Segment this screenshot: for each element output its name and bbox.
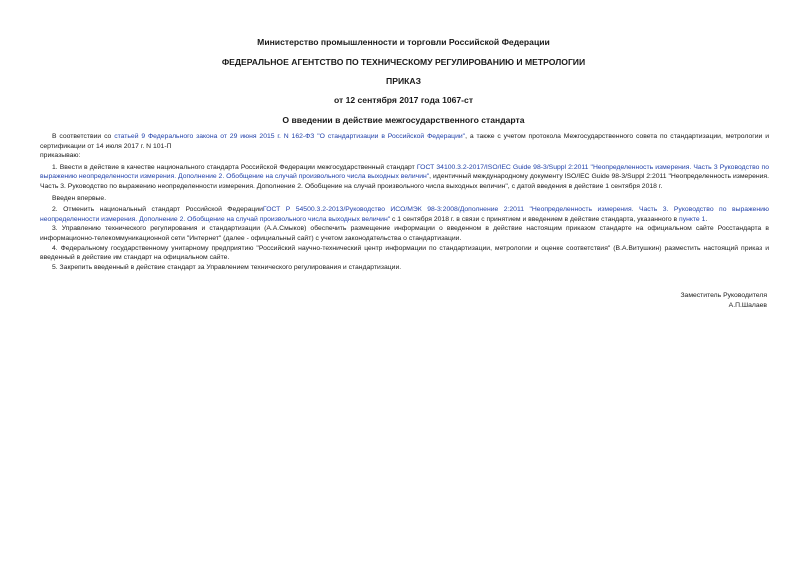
item-1-text: 1. Ввести в действие в качестве национального стандарта Российской Федерации межгосударственный стандарт bbox=[52, 163, 417, 171]
item-1-paragraph bbox=[40, 163, 769, 192]
signatory-name: А.П.Шалаев bbox=[728, 302, 767, 309]
preamble-text-cont: , а также с учетом протокола Межгосударственного совета по стандартизации, метрологии и сертификации от 14 июля 2017 г. N 101-П bbox=[40, 133, 769, 150]
gost-34100-link[interactable]: ГОСТ 34100.3.2-2017/ISO/IEC Guide 98-3/Suppl 2:2011 "Неопределенность измерения. Часть 3 Руководство по выражению неопределенности измерения. Дополнение 2. Обобщение на случай произвольного числа выходных величин" bbox=[40, 163, 769, 181]
item-2-paragraph bbox=[40, 205, 769, 224]
subject-heading: О введении в действие межгосударственного стандарта bbox=[282, 115, 525, 125]
signatory-title: Заместитель Руководителя bbox=[680, 292, 767, 299]
law-link[interactable]: статьей 9 Федерального закона от 29 июня 2015 г. N 162-ФЗ "О стандартизации в Российской Федерации" bbox=[114, 133, 466, 140]
item-2-text-end: . bbox=[705, 215, 708, 223]
item-5-paragraph: 5. Закрепить введенный в действие стандарт за Управлением технического регулирования и стандартизации. bbox=[52, 263, 402, 271]
order-body bbox=[40, 132, 769, 272]
point-1-link[interactable]: пункте 1 bbox=[679, 215, 706, 223]
date-line: от 12 сентября 2017 года 1067-ст bbox=[333, 95, 474, 105]
doc-type-heading: ПРИКАЗ bbox=[386, 76, 421, 86]
preamble-paragraph bbox=[40, 132, 769, 151]
item-2-text-cont: с 1 сентября 2018 г. в связи с принятием и введением в действие стандарта, указанного в bbox=[390, 215, 680, 223]
item-1-text-cont: , идентичный международному документу ISO/IEC Guide 98-3/Suppl 2:2011 "Неопределенность измерения. Часть 3. Руководство по выражению неопределенности измерения. Дополнение 2. Обобщение на случай произвольного числа выходных величин", с датой введения в действие 1 сентября 2018 г. bbox=[40, 173, 769, 190]
agency-heading: ФЕДЕРАЛЬНОЕ АГЕНТСТВО ПО ТЕХНИЧЕСКОМУ РЕГУЛИРОВАНИЮ И МЕТРОЛОГИИ bbox=[221, 57, 586, 67]
gost-r-54500-link[interactable]: ГОСТ Р 54500.3.2-2013/Руководство ИСО/МЭК 98-3:2008/Дополнение 2:2011 "Неопределенность измерения. Часть 3. Руководство по выражению неопределенности измерения. Дополнение 2. Обобщение на случай произвольного числа выходных величин" bbox=[40, 206, 769, 223]
order-word: приказываю: bbox=[40, 152, 81, 160]
first-time-note: Введен впервые. bbox=[52, 194, 107, 202]
item-2-text: 2. Отменить национальный стандарт Российской Федерации bbox=[52, 206, 263, 214]
item-3-paragraph: 3. Управлению технического регулирования и стандартизации (А.А.Смыков) обеспечить размещение информации о введенном в действие настоящим приказом стандарте на официальном сайте Росстандарта в информационно-телекоммуникационной сети "Интернет" (далее - официальный сайт) с учетом законодательства о стандартизации. bbox=[40, 225, 769, 242]
preamble-text: В соответствии со bbox=[52, 133, 115, 140]
item-4-paragraph: 4. Федеральному государственному унитарному предприятию "Российский научно-технический центр информации по стандартизации, метрологии и оценке соответствия" (В.А.Витушкин) разместить настоящий приказ и введенный в действие им стандарт на официальном сайте. bbox=[40, 244, 769, 262]
ministry-heading: Министерство промышленности и торговли Российской Федерации bbox=[257, 37, 550, 47]
